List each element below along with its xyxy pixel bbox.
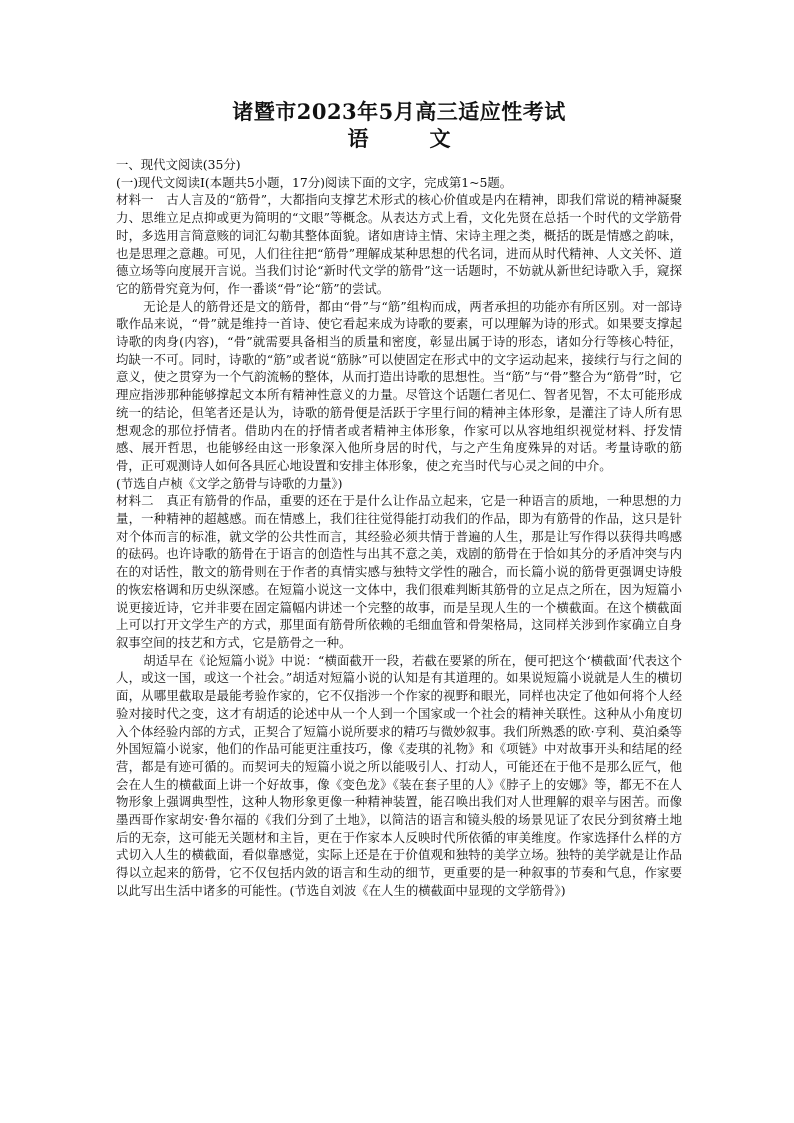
exam-title: 诸暨市2023年5月高三适应性考试 bbox=[232, 99, 566, 124]
material1-paragraph-1 bbox=[116, 191, 682, 297]
sub-section-heading: (一)现代文阅读I(本题共5小题，17分)阅读下面的文字，完成第1~5题。 bbox=[116, 174, 513, 190]
material1-label: 材料一 bbox=[116, 192, 154, 208]
material1-text-1: 古人言及的“筋骨”，大都指向支撑艺术形式的核心价值或是内在精神，即我们常说的精神凝聚力、思维立足点抑或更为简明的“文眼”等概念。从表达方式上看，文化先贤在总括一个时代的文学筋骨时，多选用言简意赅的词汇勾勒其整体面貌。诸如唐诗主情、宋诗主理之类，概括的既是情感之韵味，也是思理之意趣。可见，人们往往把“筋骨”理解成某种思想的代名词，进而从时代精神、人文关怀、道德立场等向度展开言说。当我们讨论“新时代文学的筋骨”这一话题时，不妨就从新世纪诗歌入手，窥探它的筋骨究竟为何，作一番谈“骨”论“筋”的尝试。 bbox=[116, 192, 683, 296]
material1-paragraph-2: 无论是人的筋骨还是文的筋骨，都由“骨”与“筋”组构而成，两者承担的功能亦有所区别。对一部诗歌作品来说，“骨”就是维持一首诗、使它看起来成为诗歌的要素，可以理解为诗的形式。如果要支撑起诗歌的肉身(内容)，“骨”就需要具备相当的质量和密度，彰显出属于诗的形态，诸如分行等核心特征，均缺一不可。同时，诗歌的“筋”或者说“筋脉”可以使固定在形式中的文字运动起来，接续行与行之间的意义，使之贯穿为一个气韵流畅的整体，从而打造出诗歌的思想性。当“筋”与“骨”整合为“筋骨”时，它理应指涉那种能够撑起文本所有精神性意义的力量。尽管这个话题仁者见仁、智者见智，不太可能形成统一的结论，但笔者还是认为，诗歌的筋骨便是活跃于字里行间的精神主体形象，是灌注了诗人所有思想观念的那位抒情者。借助内在的抒情者或者精神主体形象，作家可以从容地组织视觉材料、抒发情感、展开哲思，也能够经由这一形象深入他所身居的时代，与之产生角度殊异的对话。考量诗歌的筋骨，正可观测诗人如何各具匠心地设置和安排主体形象，使之充当时代与心灵之间的中介。 bbox=[116, 298, 682, 473]
material2-text-2: 胡适早在《论短篇小说》中说：“横面截开一段，若截在要紧的所在，便可把这个‘横截面’代表这个人，或这一国，或这一个社会。”胡适对短篇小说的认知是有其道理的。如果说短篇小说就是人生的横切面，从哪里截取是最能考验作家的，它不仅指涉一个作家的视野和眼光，同样也决定了他如何将个人经验对接时代之变，这才有胡适的论述中从一个人到一个国家或一个社会的精神关联性。这种从小角度切入个体经验内部的方式，正契合了短篇小说所要求的精巧与微妙叙事。我们所熟悉的欧·亨利、莫泊桑等外国短篇小说家，他们的作品可能更注重技巧，像《麦琪的礼物》和《项链》中对故事开头和结尾的经营，都是有迹可循的。而契诃夫的短篇小说之所以能吸引人、打动人，可能还在于他不是那么匠气，他会在人生的横截面上讲一个好故事，像《变色龙》《装在套子里的人》《脖子上的安娜》等，都无不在人物形象上强调典型性，这种人物形象更像一种精神装置，能召唤出我们对人世理解的艰辛与困苦。而像墨西哥作家胡安·鲁尔福的《我们分到了土地》，以简洁的语言和镜头般的场景见证了农民分到贫瘠土地后的无奈，这可能无关题材和主旨，更在于作家本人反映时代所依循的审美维度。作家选择什么样的方式切入人生的横截面，看似靠感觉，实际上还是在于价值观和独特的美学立场。独特的美学就是让作品得以立起来的筋骨，它不仅包括内敛的语言和生动的细节，更重要的是一种叙事的节奏和气息，作家要以此写出生活中诸多的可能性。 bbox=[116, 652, 682, 898]
material2-source: (节选自刘波《在人生的横截面中显现的文学筋骨》) bbox=[289, 882, 566, 898]
material2-text-1: 真正有筋骨的作品，重要的还在于是什么让作品立起来，它是一种语言的质地，一种思想的力量，一种精神的超越感。而在情感上，我们往往觉得能打动我们的作品，即为有筋骨的作品，这只是针对个体而言的标准，就文学的公共性而言，其经验必须共情于普遍的人生，那是让写作得以获得共鸣感的砝码。也许诗歌的筋骨在于语言的创造性与出其不意之美，戏剧的筋骨在于恰如其分的矛盾冲突与内在的对话性，散文的筋骨则在于作者的真情实感与独特文学性的融合，而长篇小说的筋骨更强调史诗般的恢宏格调和历史纵深感。在短篇小说这一文体中，我们很难判断其筋骨的立足点之所在，因为短篇小说更接近诗，它并非要在固定篇幅内讲述一个完整的故事，而是呈现人生的一个横截面。在这个横截面上可以打开文学生产的方式，那里面有筋骨所依赖的毛细血管和骨架格局，这同样关涉到作家确立自身叙事空间的技艺和方式，它是筋骨之一种。 bbox=[116, 493, 683, 650]
material2-paragraph-2 bbox=[116, 652, 682, 900]
material2-label: 材料二 bbox=[116, 493, 154, 509]
exam-body bbox=[116, 156, 682, 900]
material2-paragraph-1 bbox=[116, 492, 682, 651]
subject-title: 语 文 bbox=[347, 126, 471, 151]
material1-source: (节选自卢桢《文学之筋骨与诗歌的力量》) bbox=[116, 475, 343, 491]
section-heading: 一、现代文阅读(35分) bbox=[116, 157, 241, 172]
